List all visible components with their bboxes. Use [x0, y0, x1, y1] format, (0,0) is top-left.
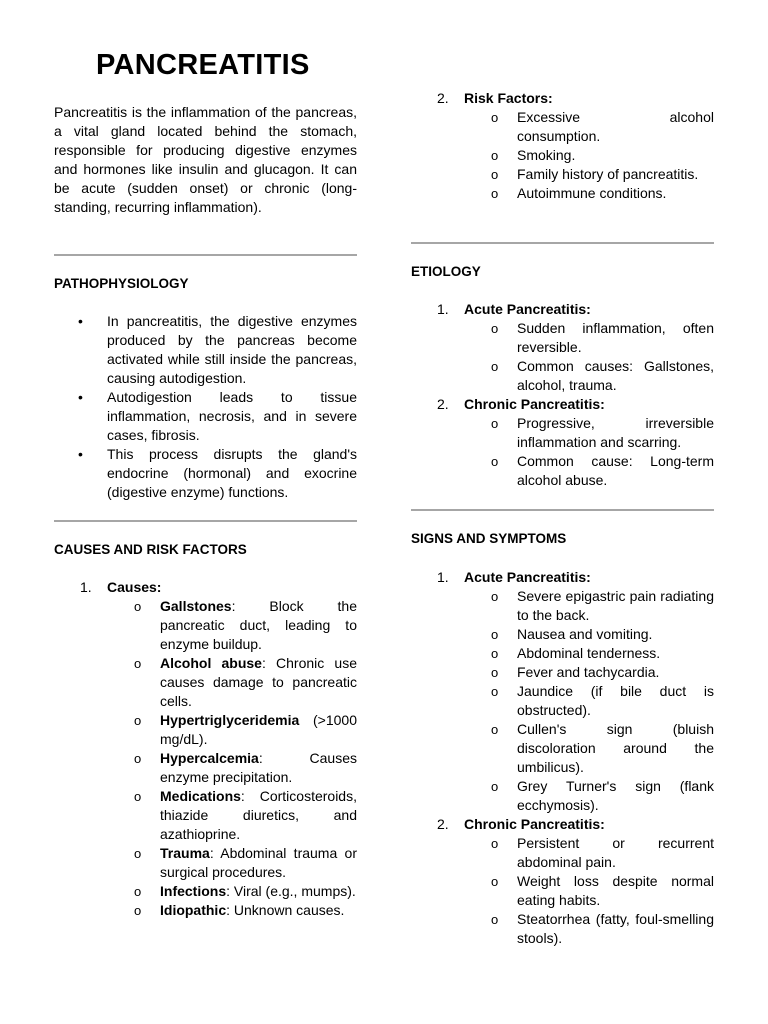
item-number: 2.	[437, 396, 449, 412]
pathophysiology-list	[54, 312, 357, 502]
list-item	[464, 165, 714, 184]
causes-section	[54, 578, 357, 920]
list-item	[464, 663, 714, 682]
numbered-item	[411, 568, 714, 815]
list-item	[464, 644, 714, 663]
item-text: : Corticosteroids, thiazide diuretics, and azathioprine.	[160, 788, 357, 842]
risk-factors-section	[411, 89, 714, 203]
item-text: Jaundice (if bile duct is obstructed).	[517, 683, 714, 718]
item-term: Gallstones	[160, 598, 232, 614]
sub-list	[464, 587, 714, 815]
item-text: : Causes enzyme precipitation.	[160, 750, 357, 785]
list-item	[464, 319, 714, 357]
item-text: Persistent or recurrent abdominal pain.	[517, 835, 714, 870]
list-item	[464, 910, 714, 948]
item-term: Trauma	[160, 845, 210, 861]
item-text: Excessive alcohol consumption.	[517, 109, 714, 144]
item-text: : Unknown causes.	[226, 902, 345, 918]
list-item	[107, 901, 357, 920]
list-item	[464, 625, 714, 644]
numbered-item	[54, 578, 357, 920]
item-label: Chronic Pancreatitis:	[464, 396, 605, 412]
pathophysiology-heading: PATHOPHYSIOLOGY	[54, 276, 189, 291]
list-item	[464, 834, 714, 872]
divider	[411, 509, 714, 511]
list-item	[464, 682, 714, 720]
list-item	[107, 597, 357, 654]
item-label: Acute Pancreatitis:	[464, 569, 591, 585]
item-text: (>1000 mg/dL).	[160, 712, 357, 747]
bullet-item: • This process disrupts the gland's endocrine (hormonal) and exocrine (digestive enzyme) functions.	[54, 445, 357, 502]
item-text: : Block the pancreatic duct, leading to enzyme buildup.	[160, 598, 357, 652]
list-item	[107, 787, 357, 844]
divider	[54, 254, 357, 256]
item-term: Medications	[160, 788, 241, 804]
item-text: Grey Turner's sign (flank ecchymosis).	[517, 778, 714, 813]
item-term: Alcohol abuse	[160, 655, 262, 671]
item-label: Acute Pancreatitis:	[464, 301, 591, 317]
item-text: : Viral (e.g., mumps).	[226, 883, 356, 899]
item-term: Hypertriglyceridemia	[160, 712, 300, 728]
causes-heading: CAUSES AND RISK FACTORS	[54, 542, 247, 557]
item-text: Common causes: Gallstones, alcohol, trauma.	[517, 358, 714, 393]
list-item	[464, 720, 714, 777]
sub-list	[464, 108, 714, 203]
item-text: Nausea and vomiting.	[517, 626, 653, 642]
item-text: Progressive, irreversible inflammation and scarring.	[517, 415, 714, 450]
list-item	[464, 184, 714, 203]
item-text: : Chronic use causes damage to pancreatic cells.	[160, 655, 358, 709]
item-number: 1.	[437, 301, 449, 317]
item-text: Steatorrhea (fatty, foul-smelling stools).	[517, 911, 714, 946]
etiology-heading: ETIOLOGY	[411, 264, 481, 279]
list-item	[464, 146, 714, 165]
item-text: Family history of pancreatitis.	[517, 166, 699, 182]
numbered-item	[411, 395, 714, 490]
risk-factors-list	[411, 89, 714, 203]
signs-heading: SIGNS AND SYMPTOMS	[411, 531, 567, 546]
item-label: Chronic Pancreatitis:	[464, 816, 605, 832]
item-text: : Abdominal trauma or surgical procedures.	[160, 845, 357, 880]
item-text: Fever and tachycardia.	[517, 664, 660, 680]
item-number: 1.	[80, 579, 92, 595]
intro-paragraph: Pancreatitis is the inflammation of the pancreas, a vital gland located behind the stomach, responsible for producing digestive enzymes and hormones like insulin and glucagon. It can be acute (sudden onset) or chronic (long-standing, recurring inflammation).	[54, 104, 357, 215]
list-item	[464, 357, 714, 395]
numbered-item	[411, 815, 714, 948]
page-title: PANCREATITIS	[96, 49, 310, 81]
list-item	[464, 587, 714, 625]
signs-list	[411, 568, 714, 948]
sub-list	[464, 834, 714, 948]
numbered-item	[411, 300, 714, 395]
causes-list	[54, 578, 357, 920]
list-item	[464, 872, 714, 910]
signs-section	[411, 568, 714, 948]
item-text: Abdominal tenderness.	[517, 645, 661, 661]
sub-list	[464, 319, 714, 395]
sub-list	[464, 414, 714, 490]
list-item	[464, 414, 714, 452]
item-term: Idiopathic	[160, 902, 227, 918]
numbered-item	[411, 89, 714, 203]
item-term: Infections	[160, 883, 227, 899]
item-text: Severe epigastric pain radiating to the back.	[517, 588, 714, 623]
list-item	[464, 108, 714, 146]
item-term: Hypercalcemia	[160, 750, 259, 766]
item-label: Causes:	[107, 579, 162, 595]
item-text: Sudden inflammation, often reversible.	[517, 320, 714, 355]
list-item	[107, 882, 357, 901]
pathophysiology-section	[54, 312, 357, 502]
item-text: Smoking.	[517, 147, 576, 163]
item-text: Autoimmune conditions.	[517, 185, 667, 201]
list-item	[107, 844, 357, 882]
list-item	[107, 711, 357, 749]
item-number: 2.	[437, 816, 449, 832]
item-text: Weight loss despite normal eating habits.	[517, 873, 714, 908]
etiology-section	[411, 300, 714, 490]
bullet-item: • In pancreatitis, the digestive enzymes produced by the pancreas become activated while still inside the pancreas, causing autodigestion.	[54, 312, 357, 388]
list-item	[464, 777, 714, 815]
sub-list	[107, 597, 357, 920]
item-text: Common cause: Long-term alcohol abuse.	[517, 453, 714, 488]
list-item	[107, 749, 357, 787]
divider	[54, 520, 357, 522]
list-item	[107, 654, 357, 711]
bullet-item: • Autodigestion leads to tissue inflammation, necrosis, and in severe cases, fibrosis.	[54, 388, 357, 445]
item-label: Risk Factors:	[464, 90, 553, 106]
list-item	[464, 452, 714, 490]
divider	[411, 242, 714, 244]
item-number: 1.	[437, 569, 449, 585]
etiology-list	[411, 300, 714, 490]
item-number: 2.	[437, 90, 449, 106]
item-text: Cullen's sign (bluish discoloration around the umbilicus).	[517, 721, 714, 775]
